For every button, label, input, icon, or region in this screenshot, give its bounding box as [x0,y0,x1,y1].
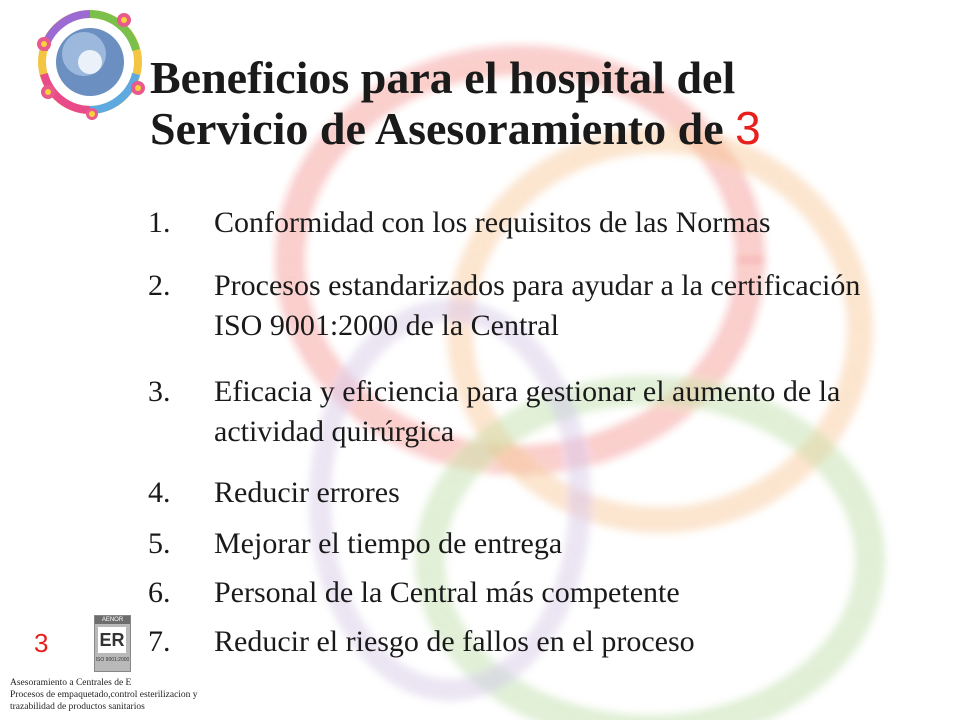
list-item-text: Conformidad con los requisitos de las Normas [214,206,771,239]
slide-title-line1: Beneficios para el hospital del [150,52,736,103]
list-item-number: 4. [148,476,171,509]
slide-number: 3 [34,628,49,658]
slide-title-line2: Servicio de Asesoramiento de [150,103,736,154]
list-item-text: Reducir el riesgo de fallos en el proceso [214,625,695,658]
list-item-number: 1. [148,206,171,239]
badge-caption: ISO 9001:2000 [95,657,130,663]
footer-line1: Asesoramiento a Centrales de E [10,678,132,688]
hospital-logo-icon [28,2,158,120]
list-item-text: Eficacia y eficiencia para gestionar el aumento de la actividad quirúrgica [214,375,841,448]
list-item-text: Personal de la Central más competente [214,576,680,609]
badge-brand: AENOR [95,616,130,624]
list-item-number: 2. [148,269,171,302]
list-item-number: 6. [148,576,171,609]
badge-mark: ER [98,627,126,653]
slide-title-number: 3 [735,102,761,154]
list-item-number: 5. [148,527,171,560]
list-item-text: Mejorar el tiempo de entrega [214,527,563,560]
list-item-text: Procesos estandarizados para ayudar a la certificación ISO 9001:2000 de la Central [214,269,861,342]
list-item-text: Reducir errores [214,476,400,509]
list-item-number: 7. [148,625,171,658]
aenor-certification-badge [94,615,131,672]
footer-line3: trazabilidad de productos sanitarios [10,702,145,712]
footer-text [10,677,250,713]
footer-line2: Procesos de empaquetado,control esterilizacion y [10,690,198,700]
slide-title [150,52,940,154]
list-item-number: 3. [148,375,171,408]
